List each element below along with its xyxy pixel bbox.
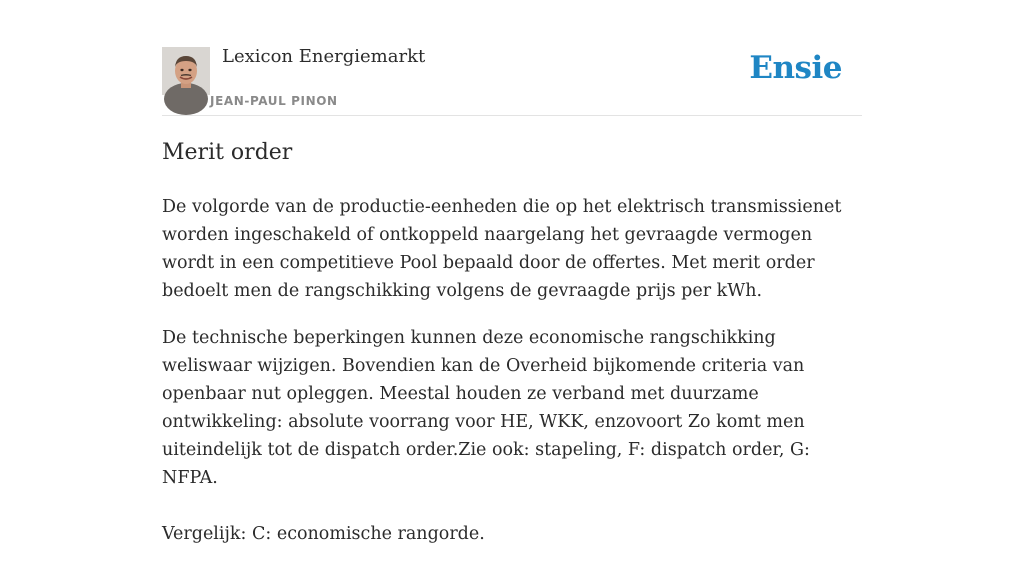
author-name[interactable]: JEAN-PAUL PINON [210,94,338,108]
brand-logo[interactable]: Ensie [749,50,842,86]
entry-paragraph: Vergelijk: C: economische rangorde. [162,524,485,544]
entry-paragraph: De volgorde van de productie-eenheden die op het elektrisch transmissienet worden ingeschakeld of ontkoppeld naargelang het gevraagde vermogen wordt in een competitieve Pool bepaald door de offertes. Met merit order bedoelt men de rangschikking volgens de gevraagde prijs per kWh. [162,197,842,301]
lexicon-title[interactable]: Lexicon Energiemarkt [222,46,426,67]
entry-header [162,0,862,116]
author-avatar[interactable] [162,47,210,95]
article [162,0,862,544]
author-portrait-icon [162,47,210,95]
entry-paragraph: De technische beperkingen kunnen deze economische rangschikking weliswaar wijzigen. Bovendien kan de Overheid bijkomende criteria van openbaar nut opleggen. Meestal houden ze verband met duurzame ontwikkeling: absolute voorrang voor HE, WKK, enzovoort Zo komt men uiteindelijk tot de dispatch order.Zie ook: stapeling, F: dispatch order, G: NFPA. [162,328,810,488]
entry-title: Merit order [162,140,293,165]
entry-body [162,193,862,567]
